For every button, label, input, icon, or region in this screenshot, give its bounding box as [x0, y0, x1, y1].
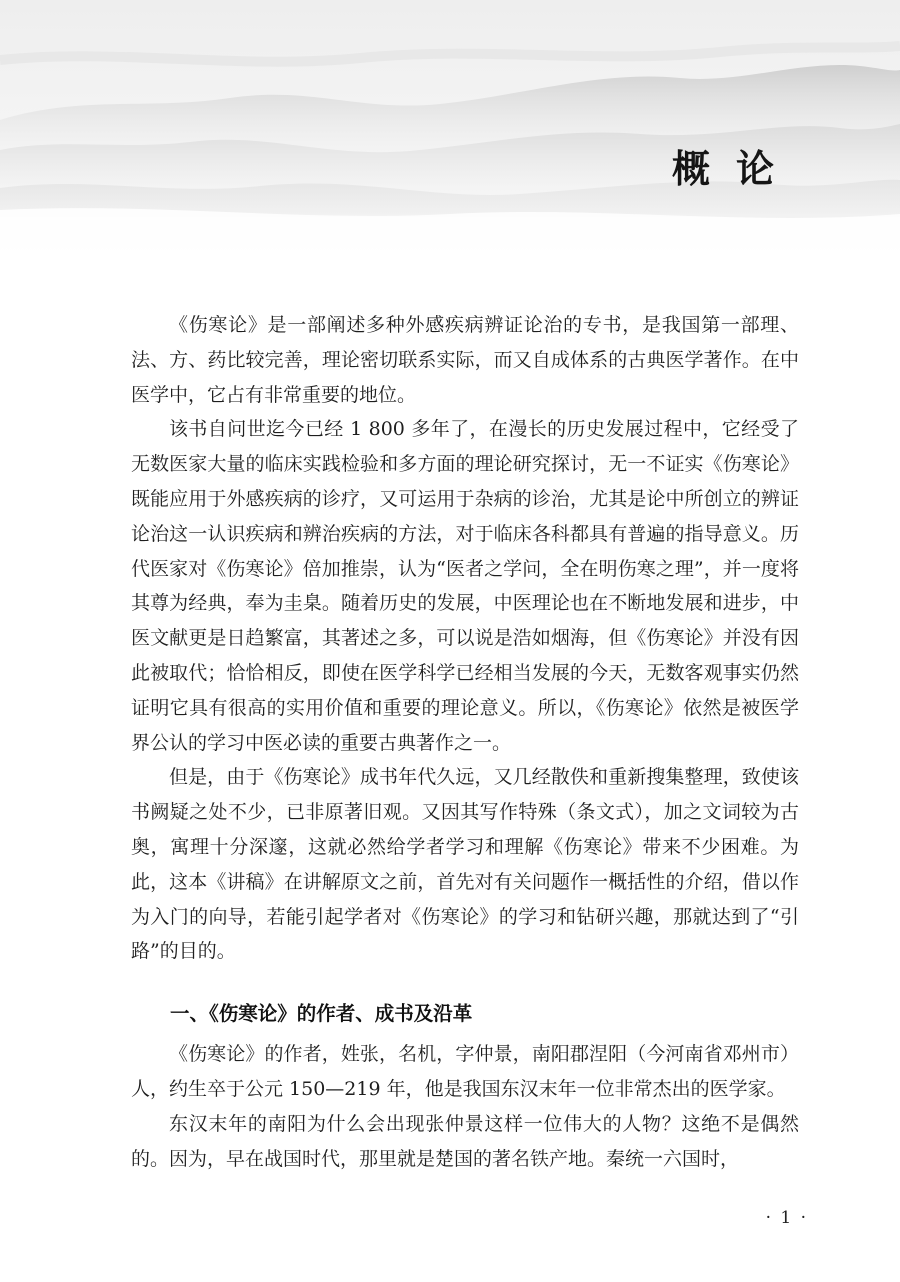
- body-text: [131, 308, 799, 1176]
- intro-paragraph-1: 《伤寒论》是一部阐述多种外感疾病辨证论治的专书，是我国第一部理、法、方、药比较完善，理论密切联系实际，而又自成体系的古典医学著作。在中医学中，它占有非常重要的地位。: [131, 314, 799, 406]
- intro-paragraph-2: 该书自问世迄今已经 1 800 多年了，在漫长的历史发展过程中，它经受了无数医家大量的临床实践检验和多方面的理论研究探讨，无一不证实《伤寒论》既能应用于外感疾病的诊疗，又可运用于杂病的诊治，尤其是论中所创立的辨证论治这一认识疾病和辨治疾病的方法，对于临床各科都具有普遍的指导意义。历代医家对《伤寒论》倍加推崇，认为“医者之学问，全在明伤寒之理”，并一度将其尊为经典，奉为圭臬。随着历史的发展，中医理论也在不断地发展和进步，中医文献更是日趋繁富，其著述之多，可以说是浩如烟海，但《伤寒论》并没有因此被取代；恰恰相反，即使在医学科学已经相当发展的今天，无数客观事实仍然证明它具有很高的实用价值和重要的理论意义。所以，《伤寒论》依然是被医学界公认的学习中医必读的重要古典著作之一。: [131, 418, 799, 754]
- chapter-title: 概论: [671, 147, 800, 191]
- section-heading: 一、《伤寒论》的作者、成书及沿革: [170, 1002, 473, 1026]
- intro-paragraph-3: 但是，由于《伤寒论》成书年代久远，又几经散佚和重新搜集整理，致使该书阙疑之处不少，已非原著旧观。又因其写作特殊（条文式），加之文词较为古奥，寓理十分深邃，这就必然给学者学习和理解《伤寒论》带来不少困难。为此，这本《讲稿》在讲解原文之前，首先对有关问题作一概括性的介绍，借以作为入门的向导，若能引起学者对《伤寒论》的学习和钻研兴趣，那就达到了“引路”的目的。: [131, 766, 799, 963]
- section-paragraph-1: 《伤寒论》的作者，姓张，名机，字仲景，南阳郡涅阳（今河南省邓州市）人，约生卒于公元 150—219 年，他是我国东汉末年一位非常杰出的医学家。: [131, 1043, 799, 1100]
- page-number: · 1 ·: [765, 1208, 808, 1228]
- section-paragraph-2: 东汉末年的南阳为什么会出现张仲景这样一位伟大的人物？这绝不是偶然的。因为，早在战国时代，那里就是楚国的著名铁产地。秦统一六国时，: [131, 1112, 799, 1170]
